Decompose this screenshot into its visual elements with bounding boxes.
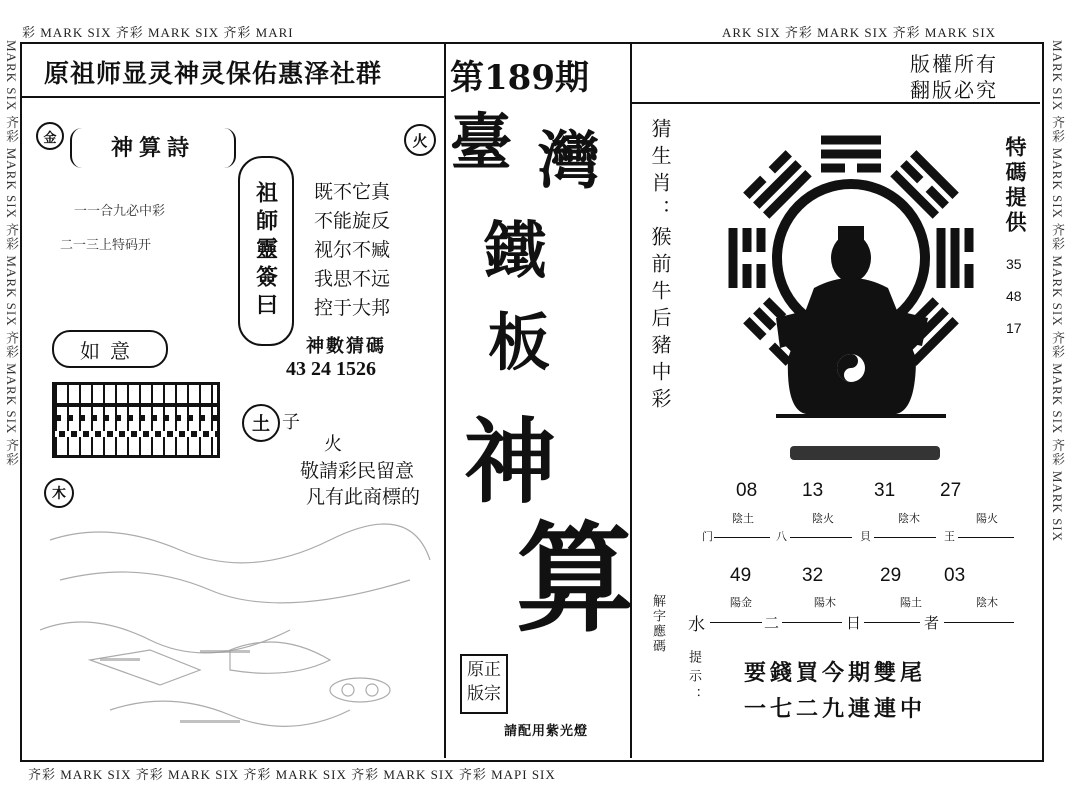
- abacus-image: [52, 382, 220, 458]
- row2-rule-4: [944, 622, 1014, 623]
- special-number-2: 48: [1006, 288, 1022, 304]
- divider-left: [444, 42, 446, 758]
- hint-label: 提示：: [686, 650, 701, 707]
- notice-line-1: 敬請彩民留意: [300, 460, 415, 482]
- row2-rule-1: [710, 622, 762, 623]
- watermark-bottom: 齐彩 MARK SIX 齐彩 MARK SIX 齐彩 MARK SIX 齐彩 MARK SIX 齐彩 MAPI SIX: [28, 767, 556, 782]
- decode-label: 解字應碼: [650, 594, 665, 654]
- ruyi-label: 如意: [52, 330, 168, 368]
- row2-char-2: 二: [764, 614, 780, 632]
- poem-line-2: 二一三上特码开: [60, 238, 152, 253]
- special-number-3: 17: [1006, 320, 1022, 336]
- copyright-line2: 翻版必究: [910, 78, 998, 102]
- row1-number-4: 27: [940, 480, 962, 501]
- tail-hint-line2: 一七二九連連中: [744, 696, 927, 722]
- row2-tag-3: 陽土: [900, 596, 922, 609]
- ancestor-oracle-label: 祖師靈簽曰: [238, 156, 294, 346]
- special-code-label: 特碼提供: [1003, 136, 1028, 236]
- watermark-top-left: 彩 MARK SIX 齐彩 MARK SIX 齐彩 MARI: [22, 25, 294, 40]
- earth-element-icon: 土: [242, 404, 280, 442]
- metal-element-icon: 金: [36, 122, 64, 150]
- stamp-line-2: 版宗: [467, 684, 501, 704]
- watermark-side-right: MARK SIX 齐彩 MARK SIX 齐彩 MARK SIX 齐彩 MARK SIX 齐彩 MARK SIX: [1050, 40, 1065, 543]
- row1-char-1: 门: [702, 530, 713, 543]
- verse-line-2: 不能旋反: [314, 210, 391, 232]
- issue-number: 第189期: [450, 58, 589, 98]
- row1-number-3: 31: [874, 480, 896, 501]
- guess-numbers: 43 24 1526: [286, 358, 376, 380]
- group-title: 原祖师显灵神灵保佑惠泽社群: [44, 59, 383, 88]
- notice-line-2: 凡有此商標的: [306, 486, 421, 508]
- watermark-side-left: MARK SIX 齐彩 MARK SIX 齐彩 MARK SIX 齐彩 MARK SIX 齐彩: [4, 40, 19, 467]
- guess-label: 神數猜碼: [306, 336, 386, 357]
- uv-light-hint: 請配用紫光燈: [504, 724, 589, 739]
- poem-line-1: 一一合九必中彩: [74, 204, 166, 219]
- watermark-top-right: ARK SIX 齐彩 MARK SIX 齐彩 MARK SIX: [722, 25, 997, 40]
- row2-number-2: 32: [802, 565, 824, 586]
- bagua-deity-image: [716, 118, 986, 418]
- stamp-line-1: 原正: [467, 660, 501, 680]
- row2-tag-4: 陰木: [976, 596, 998, 609]
- row1-char-3: 貝: [860, 530, 871, 543]
- tail-hint-line1: 要錢買今期雙尾: [744, 660, 927, 686]
- title-char-tai: 臺: [450, 106, 513, 179]
- row1-tag-1: 陰土: [732, 512, 754, 525]
- header-rule-left: [20, 96, 446, 98]
- ink-smudge: [790, 446, 940, 460]
- divider-right: [630, 42, 632, 758]
- title-char-wan: 灣: [538, 124, 601, 197]
- genuine-stamp: [460, 654, 508, 714]
- verse-line-1: 既不它真: [314, 181, 391, 203]
- poem-title-box: [70, 128, 236, 168]
- row1-char-4: 王: [944, 530, 955, 543]
- poem-title: 神算詩: [110, 135, 195, 161]
- title-char-suan: 算: [516, 509, 635, 648]
- row1-rule-3: [874, 537, 936, 538]
- row2-tag-1: 陽金: [730, 596, 752, 609]
- landscape-sketch: [30, 510, 440, 750]
- row1-rule-1: [714, 537, 770, 538]
- copyright-line1: 版權所有: [910, 52, 998, 76]
- row2-number-4: 03: [944, 565, 966, 586]
- verse-line-5: 控于大邦: [314, 297, 391, 319]
- title-char-shen: 神: [464, 408, 557, 516]
- verse-line-3: 视尔不臧: [314, 239, 391, 261]
- row1-rule-4: [958, 537, 1014, 538]
- row1-number-1: 08: [736, 480, 758, 501]
- row2-number-1: 49: [730, 565, 752, 586]
- title-char-tie: 鐵: [484, 214, 547, 287]
- row1-number-2: 13: [802, 480, 824, 501]
- special-number-1: 35: [1006, 256, 1022, 272]
- wood-element-icon: 木: [44, 478, 74, 508]
- row2-char-4: 者: [924, 614, 940, 632]
- title-char-ban: 板: [488, 306, 551, 379]
- row1-tag-4: 陽火: [976, 512, 998, 525]
- zodiac-guess-column: 猜生肖：猴前牛后豬中彩: [648, 118, 672, 415]
- row2-rule-3: [864, 622, 920, 623]
- oracle-verse: [314, 178, 390, 323]
- fire-element-icon: 火: [404, 124, 436, 156]
- row2-char-3: 日: [846, 614, 862, 632]
- row1-char-2: 八: [776, 530, 787, 543]
- verse-line-4: 我思不远: [314, 268, 391, 290]
- row2-tag-2: 陽木: [814, 596, 836, 609]
- row1-tag-3: 陰木: [898, 512, 920, 525]
- row2-number-3: 29: [880, 565, 902, 586]
- fire-char: 火: [324, 434, 342, 455]
- zi-char: 子: [282, 412, 300, 433]
- row2-rule-2: [782, 622, 842, 623]
- row1-tag-2: 陰火: [812, 512, 834, 525]
- row1-rule-2: [790, 537, 852, 538]
- row2-char-1: 水: [688, 615, 705, 635]
